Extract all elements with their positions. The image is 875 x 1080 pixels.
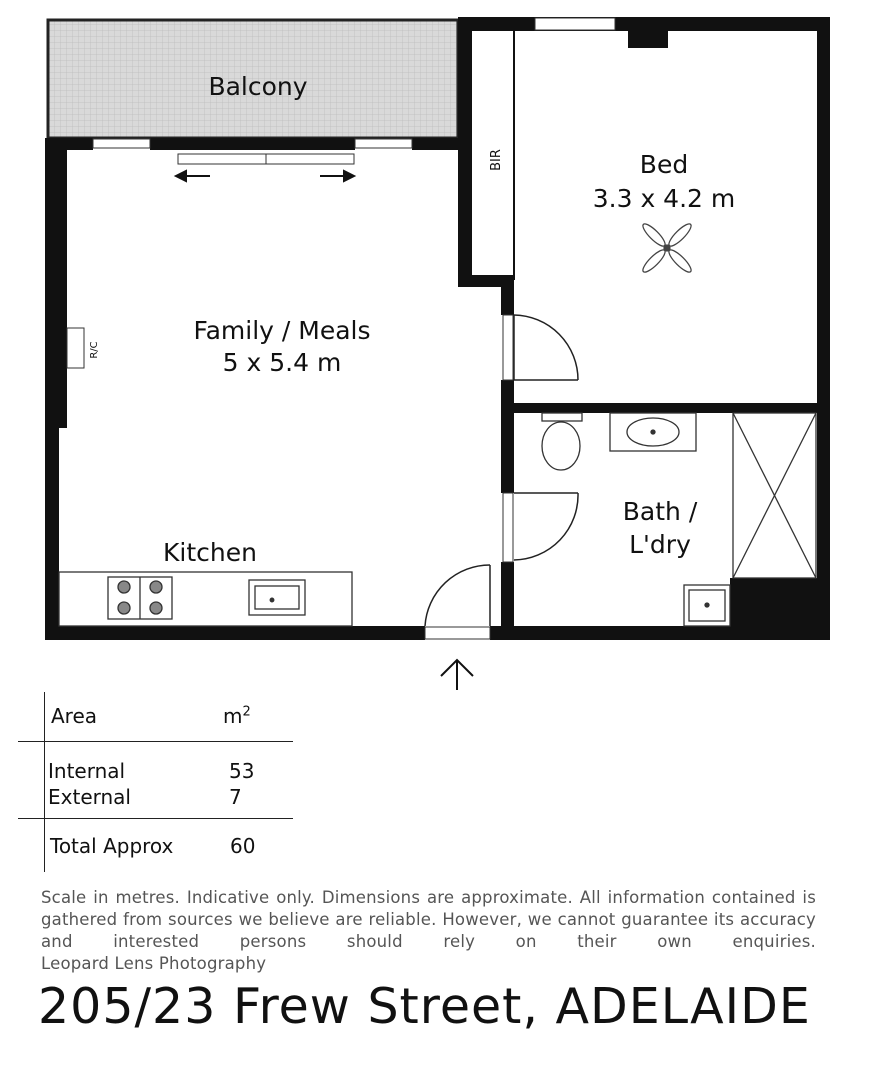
bir-label: BIR bbox=[489, 149, 504, 171]
family-meals-label: Family / Meals bbox=[193, 316, 371, 345]
kitchen-bench bbox=[59, 572, 352, 626]
cooktop-icon bbox=[108, 577, 172, 619]
internal-label: Internal bbox=[48, 759, 126, 783]
bath-door-icon bbox=[514, 493, 578, 560]
table-divider-header bbox=[18, 741, 293, 742]
balcony-label: Balcony bbox=[208, 72, 308, 101]
family-meals-dimensions: 5 x 5.4 m bbox=[222, 348, 342, 377]
toilet-icon bbox=[542, 413, 582, 470]
rc-label: R/C bbox=[89, 341, 100, 359]
rc-panel bbox=[67, 328, 84, 368]
area-header-unit: $m^2$ bbox=[223, 704, 251, 728]
table-divider-vertical bbox=[44, 692, 45, 872]
area-header-label: Area bbox=[51, 704, 98, 728]
bed-label: Bed bbox=[639, 150, 689, 179]
internal-value: 53 bbox=[229, 759, 255, 783]
basin-icon bbox=[610, 413, 696, 451]
photographer-credit: Leopard Lens Photography bbox=[41, 954, 267, 973]
bedroom-window bbox=[535, 18, 615, 30]
shower-icon bbox=[733, 413, 816, 578]
kitchen-label: Kitchen bbox=[163, 538, 257, 567]
external-value: 7 bbox=[229, 785, 242, 809]
property-address: 205/23 Frew Street, ADELAIDE bbox=[38, 978, 811, 1035]
disclaimer bbox=[41, 887, 816, 975]
total-value: 60 bbox=[230, 834, 256, 858]
external-label: External bbox=[48, 785, 131, 809]
bed-dimensions: 3.3 x 4.2 m bbox=[592, 184, 736, 213]
sliding-door-arrows-icon bbox=[176, 171, 354, 181]
bedroom-door-icon bbox=[514, 315, 578, 380]
table-divider-total bbox=[18, 818, 293, 819]
kitchen-sink-icon bbox=[249, 580, 305, 615]
total-label: Total Approx bbox=[50, 834, 174, 858]
disclaimer-text: Scale in metres. Indicative only. Dimensions are approximate. All information contained is gathered from sources we believe are reliable. However, we cannot guarantee its accuracy and interested persons should rely on their own enquiries. bbox=[41, 888, 816, 951]
entry-arrow-icon bbox=[441, 660, 473, 690]
ceiling-fan-icon bbox=[640, 221, 694, 275]
entry-door-icon bbox=[425, 565, 490, 626]
area-table bbox=[18, 692, 293, 872]
laundry-tub-icon bbox=[684, 585, 730, 626]
bath-laundry-label-line1: Bath / bbox=[622, 497, 698, 526]
bath-laundry-label-line2: L'dry bbox=[629, 530, 691, 559]
